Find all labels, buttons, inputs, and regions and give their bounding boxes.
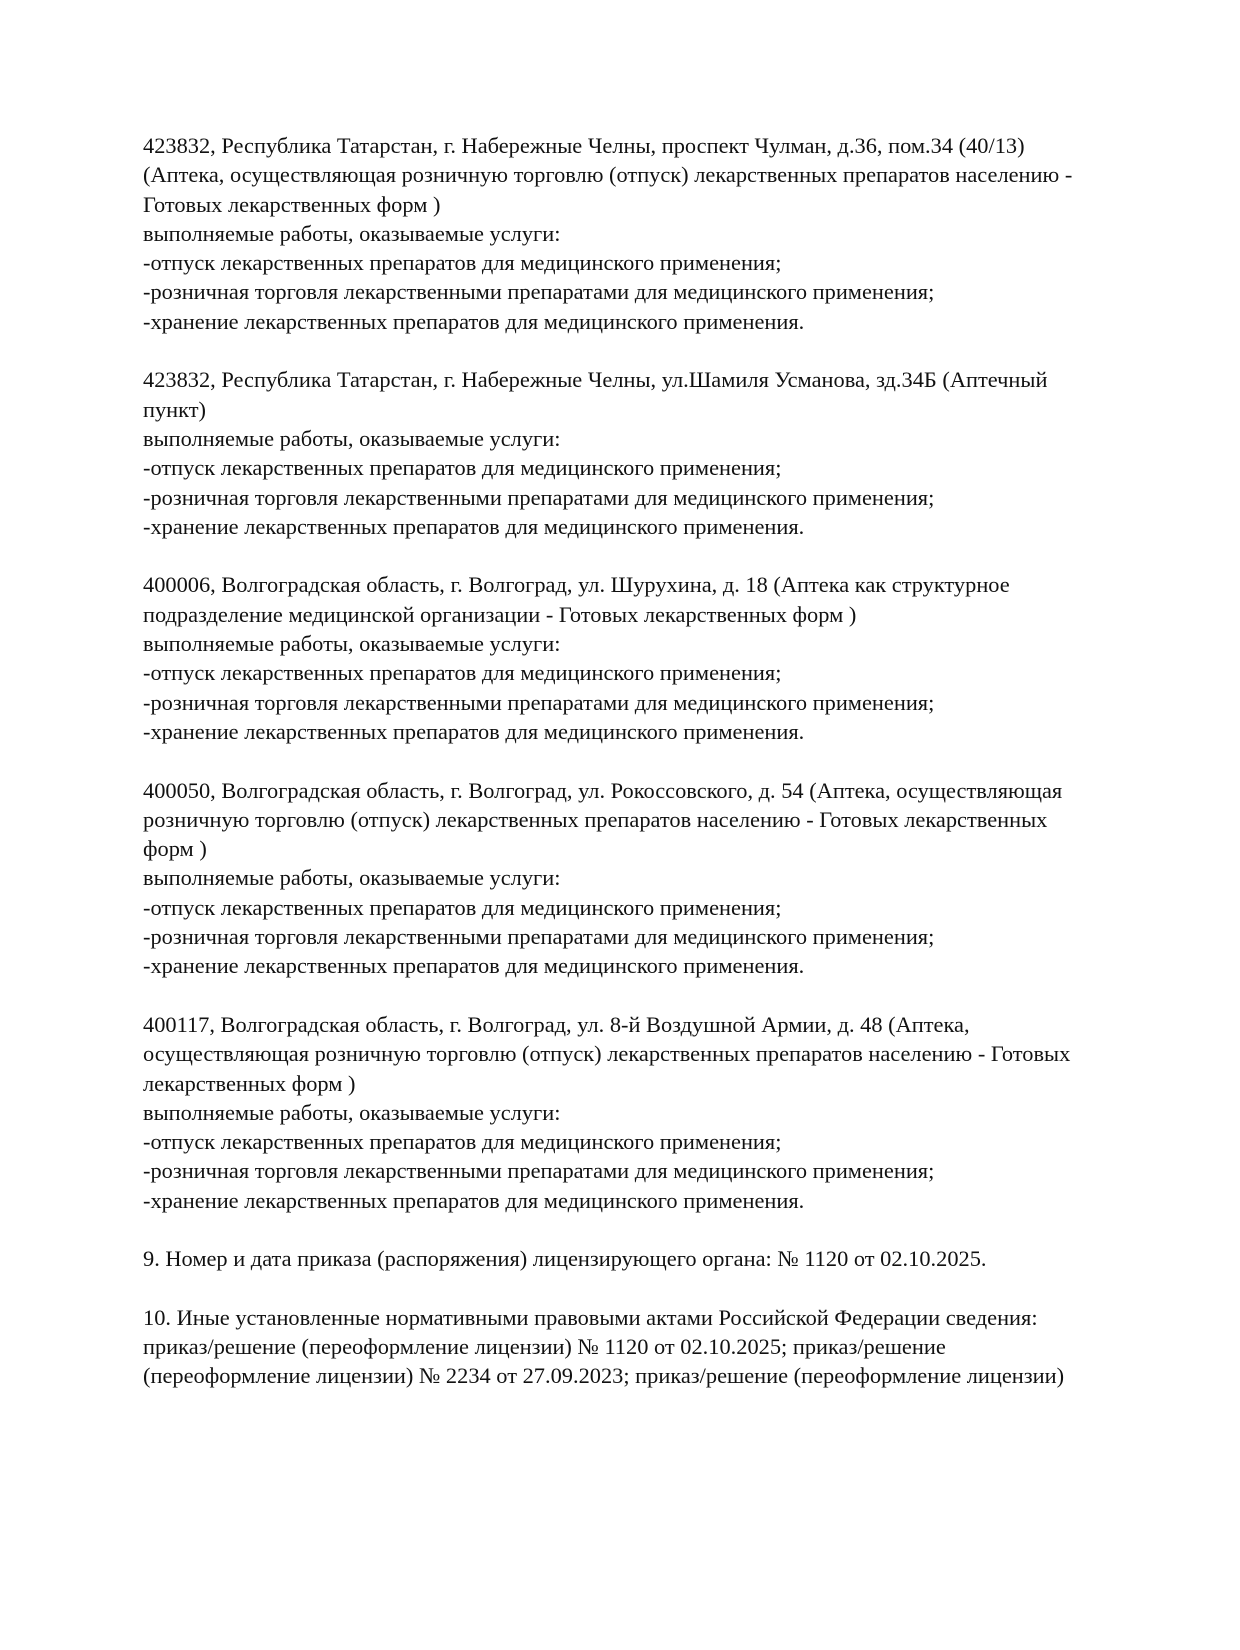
text-block xyxy=(143,776,1153,981)
text-block xyxy=(143,365,1153,541)
text-line: -розничная торговля лекарственными препаратами для медицинского применения; xyxy=(143,279,935,305)
text-line: -хранение лекарственных препаратов для медицинского применения. xyxy=(143,308,805,334)
text-line: -розничная торговля лекарственными препаратами для медицинского применения; xyxy=(143,924,935,950)
text-line: (Аптека, осуществляющая розничную торговлю (отпуск) лекарственных препаратов населению - xyxy=(143,162,1073,188)
text-line: выполняемые работы, оказываемые услуги: xyxy=(143,865,561,891)
text-line: осуществляющая розничную торговлю (отпуск) лекарственных препаратов населению - Готовых xyxy=(143,1041,1071,1067)
text-block xyxy=(143,1010,1153,1215)
text-line: пункт) xyxy=(143,396,206,422)
text-line: Готовых лекарственных форм ) xyxy=(143,191,441,217)
text-line: -отпуск лекарственных препаратов для медицинского применения; xyxy=(143,660,782,686)
text-line: форм ) xyxy=(143,836,207,862)
text-line: выполняемые работы, оказываемые услуги: xyxy=(143,631,561,657)
text-line: розничную торговлю (отпуск) лекарственных препаратов населению - Готовых лекарственных xyxy=(143,806,1048,832)
text-line: 423832, Республика Татарстан, г. Набережные Челны, ул.Шамиля Усманова, зд.34Б (Аптечный xyxy=(143,367,1048,393)
text-line: подразделение медицинской организации - Готовых лекарственных форм ) xyxy=(143,601,857,627)
text-line: -розничная торговля лекарственными препаратами для медицинского применения; xyxy=(143,1158,935,1184)
text-line: -отпуск лекарственных препаратов для медицинского применения; xyxy=(143,894,782,920)
text-line: лекарственных форм ) xyxy=(143,1070,356,1096)
text-line: -хранение лекарственных препаратов для медицинского применения. xyxy=(143,718,805,744)
text-line: 400006, Волгоградская область, г. Волгоград, ул. Шурухина, д. 18 (Аптека как структурное xyxy=(143,572,1010,598)
text-line: -розничная торговля лекарственными препаратами для медицинского применения; xyxy=(143,689,935,715)
text-block xyxy=(143,1244,1153,1273)
text-line: 423832, Республика Татарстан, г. Набережные Челны, проспект Чулман, д.36, пом.34 (40/13) xyxy=(143,133,1025,158)
text-line: -отпуск лекарственных препаратов для медицинского применения; xyxy=(143,250,782,276)
text-block xyxy=(143,570,1153,746)
text-line: -отпуск лекарственных препаратов для медицинского применения; xyxy=(143,1129,782,1155)
text-line: 9. Номер и дата приказа (распоряжения) лицензирующего органа: № 1120 от 02.10.2025. xyxy=(143,1246,987,1272)
text-line: 10. Иные установленные нормативными правовыми актами Российской Федерации сведения: xyxy=(143,1304,1038,1330)
text-line: (переоформление лицензии) № 2234 от 27.09.2023; приказ/решение (переоформление лицензии) xyxy=(143,1363,1065,1389)
text-line: приказ/решение (переоформление лицензии) № 1120 от 02.10.2025; приказ/решение xyxy=(143,1334,946,1360)
text-line: -розничная торговля лекарственными препаратами для медицинского применения; xyxy=(143,484,935,510)
text-line: -хранение лекарственных препаратов для медицинского применения. xyxy=(143,1187,805,1213)
text-line: -хранение лекарственных препаратов для медицинского применения. xyxy=(143,953,805,979)
text-line: 400117, Волгоградская область, г. Волгоград, ул. 8-й Воздушной Армии, д. 48 (Аптека, xyxy=(143,1011,970,1037)
text-block xyxy=(143,1303,1153,1391)
text-block xyxy=(143,131,1153,336)
text-line: выполняемые работы, оказываемые услуги: xyxy=(143,1099,561,1125)
text-line: -отпуск лекарственных препаратов для медицинского применения; xyxy=(143,455,782,481)
text-line: выполняемые работы, оказываемые услуги: xyxy=(143,220,561,246)
text-line: -хранение лекарственных препаратов для медицинского применения. xyxy=(143,513,805,539)
text-line: выполняемые работы, оказываемые услуги: xyxy=(143,425,561,451)
document-body xyxy=(143,131,1153,1420)
text-line: 400050, Волгоградская область, г. Волгоград, ул. Рокоссовского, д. 54 (Аптека, осуществляющая xyxy=(143,777,1063,803)
